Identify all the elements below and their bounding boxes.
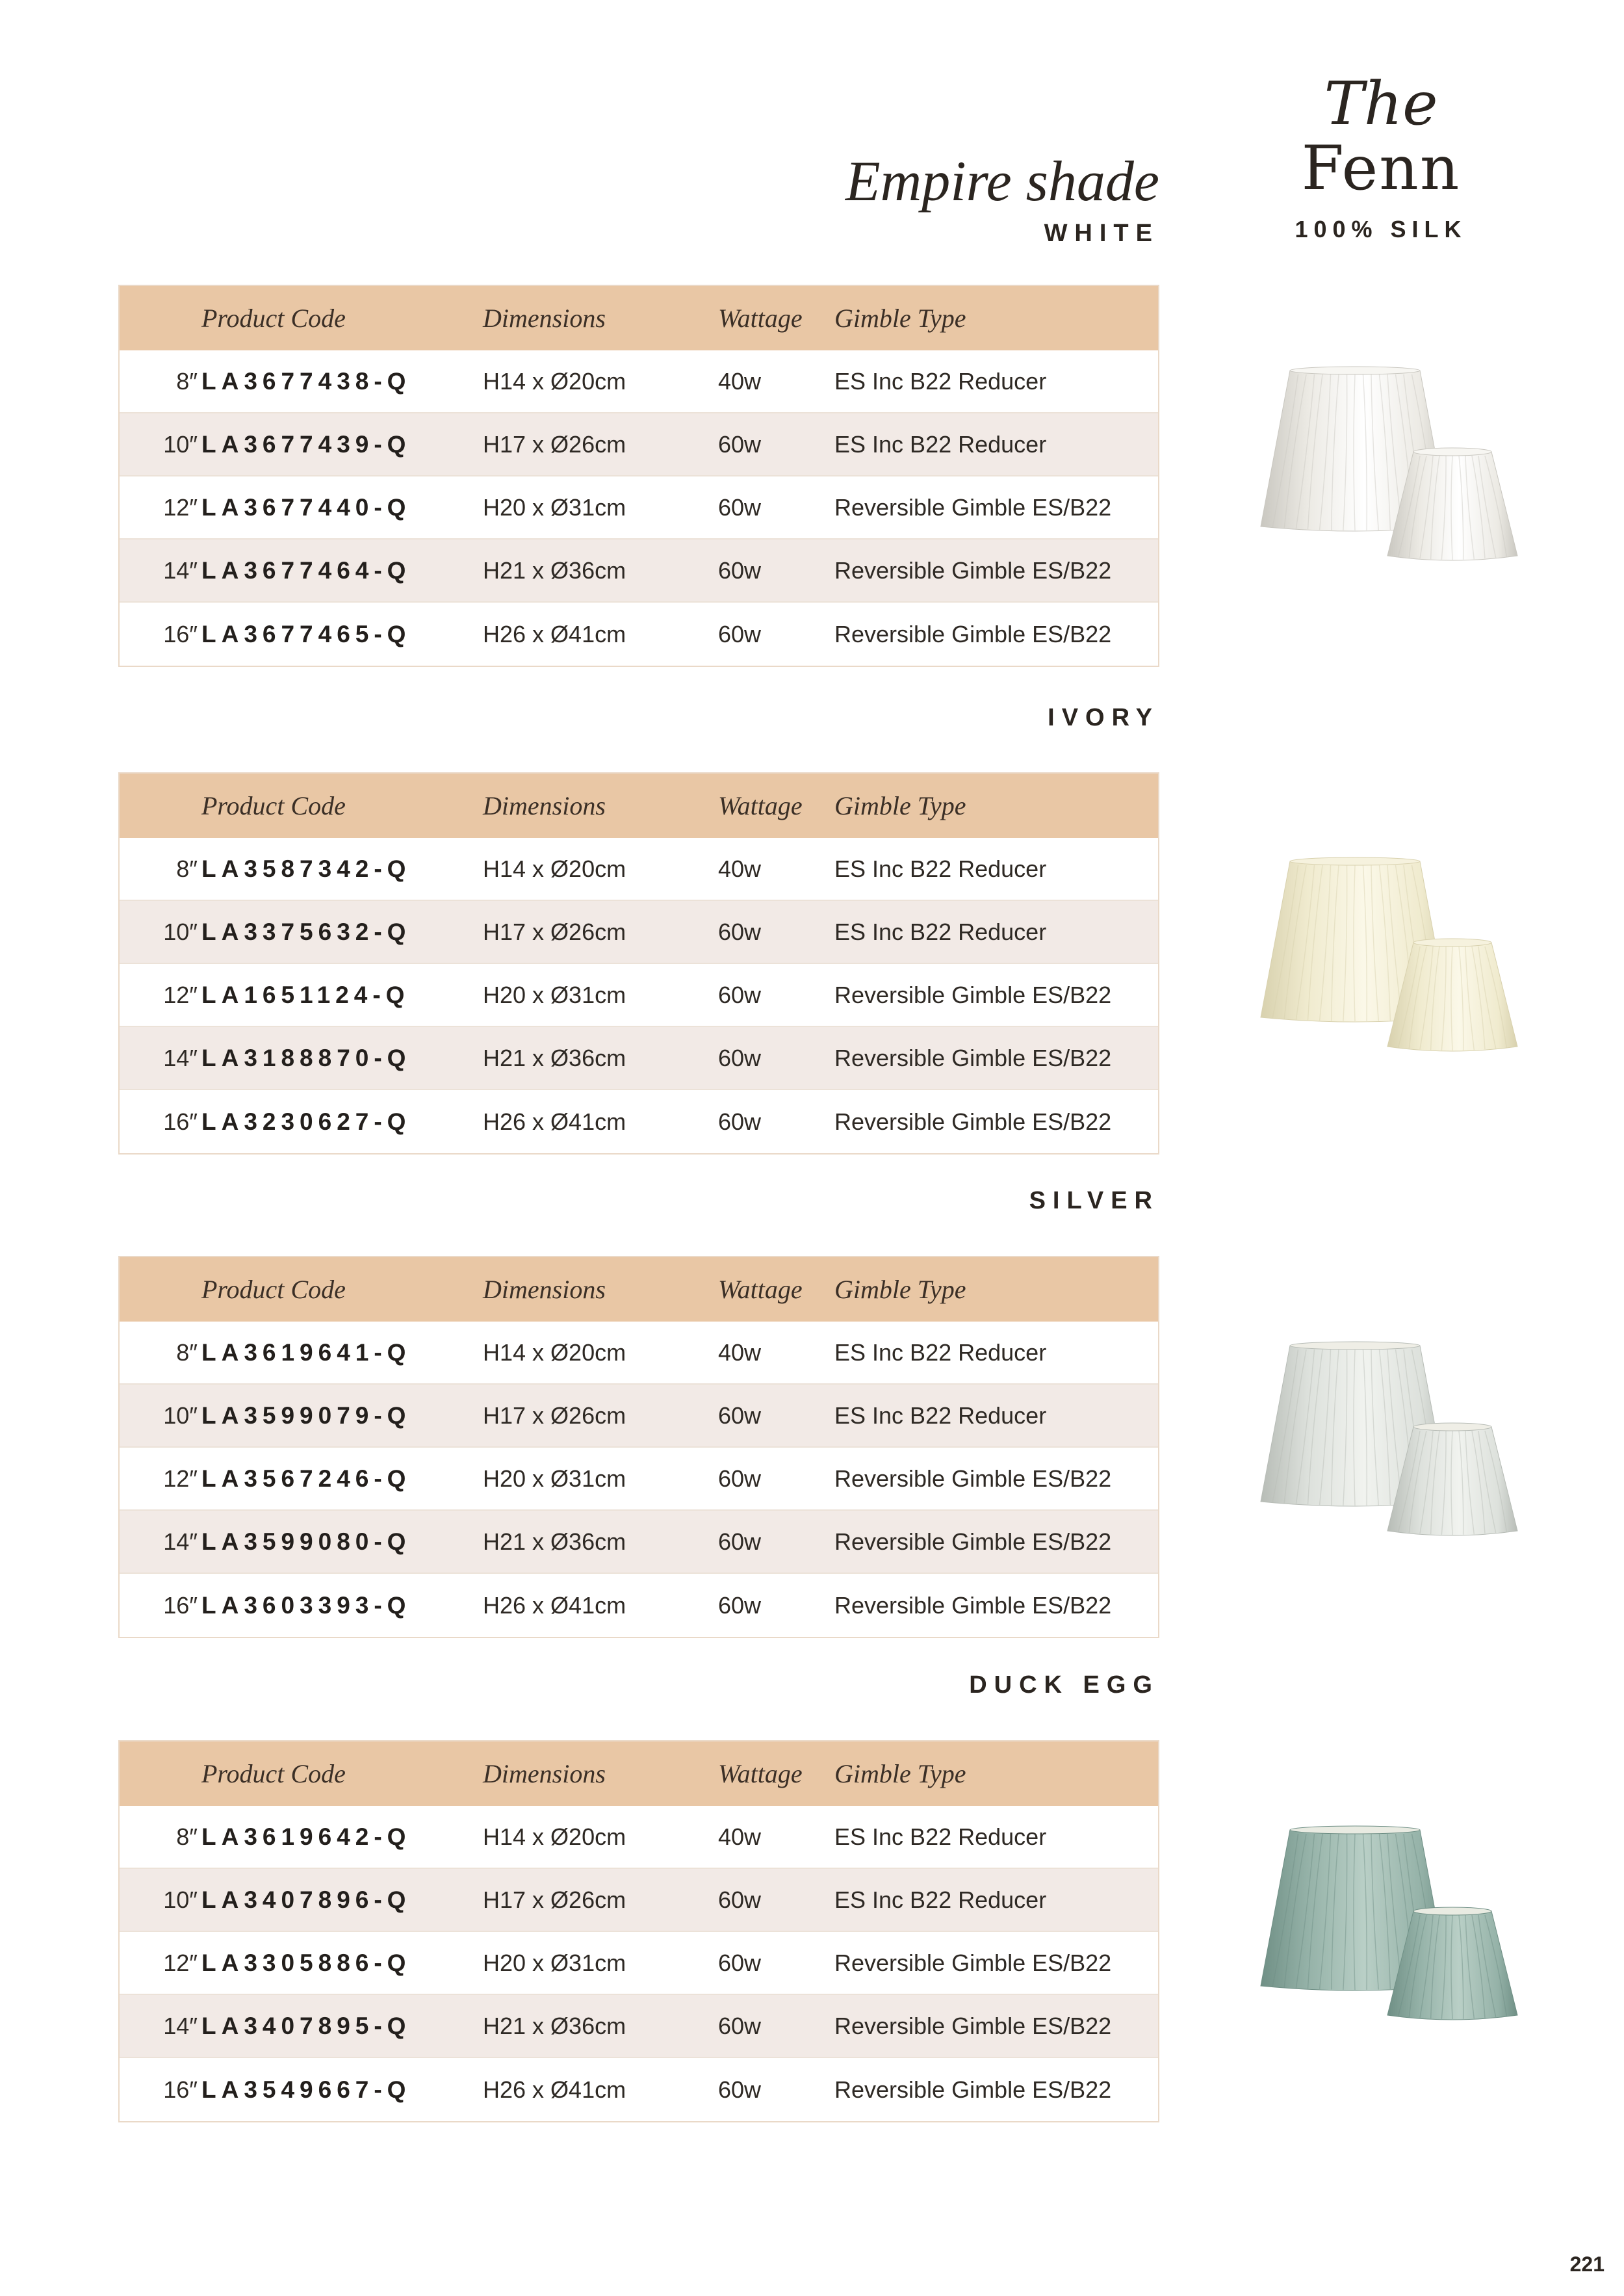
header-product-code: Product Code — [201, 304, 346, 333]
dimensions-cell: H21 x Ø36cm — [483, 2012, 626, 2039]
header-product-code: Product Code — [201, 791, 346, 820]
size-cell: 16″ — [163, 620, 198, 647]
size-cell: 12″ — [163, 1949, 198, 1976]
table-row — [120, 540, 1158, 603]
header-wattage: Wattage — [718, 1275, 803, 1304]
gimble-cell: ES Inc B22 Reducer — [834, 1338, 1047, 1366]
table-row — [120, 1385, 1158, 1448]
wattage-cell: 40w — [718, 855, 762, 882]
size-cell: 14″ — [163, 1044, 198, 1071]
size-cell: 12″ — [163, 493, 198, 521]
wattage-cell: 40w — [718, 1823, 762, 1850]
dimensions-cell: H14 x Ø20cm — [483, 1338, 626, 1366]
table-header-row — [120, 1257, 1158, 1322]
header-product-code: Product Code — [201, 1759, 346, 1788]
page-number: 221 — [1569, 2252, 1605, 2276]
table-header-row — [120, 286, 1158, 350]
product-code-cell: LA3677465-Q — [201, 620, 411, 647]
brand-block — [1293, 69, 1469, 243]
wattage-cell: 60w — [718, 1044, 762, 1071]
product-code-cell: LA3599079-Q — [201, 1402, 411, 1429]
brand-the: The — [1324, 69, 1438, 138]
product-code-cell: LA3603393-Q — [201, 1591, 411, 1619]
wattage-cell: 60w — [718, 493, 762, 521]
size-cell: 8″ — [176, 855, 198, 882]
gimble-cell: ES Inc B22 Reducer — [834, 367, 1047, 395]
brand-material: 100% SILK — [1295, 216, 1467, 242]
wattage-cell: 40w — [718, 1338, 762, 1366]
header-wattage: Wattage — [718, 791, 803, 820]
product-code-cell: LA3677439-Q — [201, 430, 411, 458]
wattage-cell: 60w — [718, 1465, 762, 1492]
wattage-cell: 60w — [718, 620, 762, 647]
size-cell: 14″ — [163, 556, 198, 584]
variant-label-silver: SILVER — [1029, 1187, 1159, 1214]
product-code-cell: LA3549667-Q — [201, 2076, 411, 2103]
dimensions-cell: H26 x Ø41cm — [483, 1591, 626, 1619]
size-cell: 14″ — [163, 1528, 198, 1555]
product-code-cell: LA3619641-Q — [201, 1338, 411, 1366]
header-dimensions: Dimensions — [483, 304, 606, 333]
wattage-cell: 60w — [718, 2012, 762, 2039]
product-title: Empire shade — [845, 150, 1159, 213]
wattage-cell: 60w — [718, 1886, 762, 1913]
variant-label-white: WHITE — [1044, 220, 1159, 247]
header-gimble-type: Gimble Type — [834, 304, 966, 333]
spec-table-silver — [118, 1256, 1159, 1638]
wattage-cell: 60w — [718, 1108, 762, 1135]
lampshade-image-ivory — [1257, 845, 1537, 1060]
wattage-cell: 60w — [718, 1591, 762, 1619]
variant-label-ivory: IVORY — [1048, 704, 1159, 731]
product-code-cell: LA3407895-Q — [201, 2012, 411, 2039]
table-row — [120, 2058, 1158, 2121]
gimble-cell: Reversible Gimble ES/B22 — [834, 981, 1112, 1008]
spec-table-white — [118, 285, 1159, 667]
size-cell: 16″ — [163, 1108, 198, 1135]
dimensions-cell: H14 x Ø20cm — [483, 1823, 626, 1850]
wattage-cell: 60w — [718, 2076, 762, 2103]
gimble-cell: ES Inc B22 Reducer — [834, 918, 1047, 945]
size-cell: 10″ — [163, 430, 198, 458]
table-row — [120, 1027, 1158, 1090]
product-code-cell: LA3677464-Q — [201, 556, 411, 584]
size-cell: 12″ — [163, 1465, 198, 1492]
dimensions-cell: H20 x Ø31cm — [483, 1949, 626, 1976]
table-row — [120, 603, 1158, 666]
product-code-cell: LA3677438-Q — [201, 367, 411, 395]
gimble-cell: Reversible Gimble ES/B22 — [834, 2076, 1112, 2103]
table-header-row — [120, 1742, 1158, 1806]
dimensions-cell: H17 x Ø26cm — [483, 918, 626, 945]
dimensions-cell: H26 x Ø41cm — [483, 620, 626, 647]
dimensions-cell: H26 x Ø41cm — [483, 2076, 626, 2103]
dimensions-cell: H20 x Ø31cm — [483, 493, 626, 521]
variant-label-duck-egg: DUCK EGG — [969, 1671, 1159, 1699]
wattage-cell: 60w — [718, 918, 762, 945]
gimble-cell: Reversible Gimble ES/B22 — [834, 1591, 1112, 1619]
brand-name: Fenn — [1301, 133, 1461, 204]
table-row — [120, 838, 1158, 901]
header-wattage: Wattage — [718, 304, 803, 333]
table-row — [120, 1995, 1158, 2058]
gimble-cell: Reversible Gimble ES/B22 — [834, 1465, 1112, 1492]
size-cell: 10″ — [163, 1402, 198, 1429]
gimble-cell: ES Inc B22 Reducer — [834, 430, 1047, 458]
spec-table-ivory — [118, 772, 1159, 1155]
wattage-cell: 40w — [718, 367, 762, 395]
product-code-cell: LA3230627-Q — [201, 1108, 411, 1135]
table-row — [120, 413, 1158, 476]
header-product-code: Product Code — [201, 1275, 346, 1304]
header-dimensions: Dimensions — [483, 1759, 606, 1788]
table-row — [120, 1322, 1158, 1385]
product-code-cell: LA3188870-Q — [201, 1044, 411, 1071]
size-cell: 10″ — [163, 1886, 198, 1913]
product-code-cell: LA3587342-Q — [201, 855, 411, 882]
wattage-cell: 60w — [718, 1402, 762, 1429]
dimensions-cell: H20 x Ø31cm — [483, 1465, 626, 1492]
size-cell: 10″ — [163, 918, 198, 945]
gimble-cell: Reversible Gimble ES/B22 — [834, 556, 1112, 584]
product-code-cell: LA3599080-Q — [201, 1528, 411, 1555]
product-code-cell: LA3375632-Q — [201, 918, 411, 945]
gimble-cell: ES Inc B22 Reducer — [834, 1823, 1047, 1850]
table-row — [120, 1806, 1158, 1869]
dimensions-cell: H14 x Ø20cm — [483, 367, 626, 395]
table-header-row — [120, 774, 1158, 838]
table-row — [120, 1932, 1158, 1995]
wattage-cell: 60w — [718, 556, 762, 584]
dimensions-cell: H21 x Ø36cm — [483, 1044, 626, 1071]
dimensions-cell: H17 x Ø26cm — [483, 1886, 626, 1913]
dimensions-cell: H14 x Ø20cm — [483, 855, 626, 882]
product-code-cell: LA3407896-Q — [201, 1886, 411, 1913]
table-row — [120, 964, 1158, 1027]
lampshade-image-duck-egg — [1257, 1814, 1537, 2028]
gimble-cell: Reversible Gimble ES/B22 — [834, 493, 1112, 521]
product-code-cell: LA3305886-Q — [201, 1949, 411, 1976]
size-cell: 8″ — [176, 1823, 198, 1850]
size-cell: 8″ — [176, 1338, 198, 1366]
product-code-cell: LA3677440-Q — [201, 493, 411, 521]
size-cell: 12″ — [163, 981, 198, 1008]
dimensions-cell: H21 x Ø36cm — [483, 1528, 626, 1555]
product-code-cell: LA1651124-Q — [201, 981, 410, 1008]
size-cell: 14″ — [163, 2012, 198, 2039]
header-dimensions: Dimensions — [483, 791, 606, 820]
table-row — [120, 1869, 1158, 1932]
size-cell: 8″ — [176, 367, 198, 395]
gimble-cell: Reversible Gimble ES/B22 — [834, 620, 1112, 647]
size-cell: 16″ — [163, 1591, 198, 1619]
table-row — [120, 901, 1158, 964]
product-title-block — [845, 146, 1159, 218]
wattage-cell: 60w — [718, 1528, 762, 1555]
dimensions-cell: H26 x Ø41cm — [483, 1108, 626, 1135]
gimble-cell: Reversible Gimble ES/B22 — [834, 1949, 1112, 1976]
wattage-cell: 60w — [718, 981, 762, 1008]
product-code-cell: LA3619642-Q — [201, 1823, 411, 1850]
size-cell: 16″ — [163, 2076, 198, 2103]
dimensions-cell: H17 x Ø26cm — [483, 430, 626, 458]
dimensions-cell: H20 x Ø31cm — [483, 981, 626, 1008]
header-wattage: Wattage — [718, 1759, 803, 1788]
dimensions-cell: H17 x Ø26cm — [483, 1402, 626, 1429]
table-row — [120, 1090, 1158, 1153]
product-code-cell: LA3567246-Q — [201, 1465, 411, 1492]
table-row — [120, 350, 1158, 413]
gimble-cell: Reversible Gimble ES/B22 — [834, 2012, 1112, 2039]
gimble-cell: ES Inc B22 Reducer — [834, 855, 1047, 882]
gimble-cell: Reversible Gimble ES/B22 — [834, 1528, 1112, 1555]
gimble-cell: ES Inc B22 Reducer — [834, 1886, 1047, 1913]
lampshade-image-silver — [1257, 1329, 1537, 1544]
table-row — [120, 1511, 1158, 1574]
gimble-cell: Reversible Gimble ES/B22 — [834, 1108, 1112, 1135]
dimensions-cell: H21 x Ø36cm — [483, 556, 626, 584]
table-row — [120, 1574, 1158, 1637]
header-gimble-type: Gimble Type — [834, 1759, 966, 1788]
table-row — [120, 476, 1158, 540]
gimble-cell: ES Inc B22 Reducer — [834, 1402, 1047, 1429]
wattage-cell: 60w — [718, 1949, 762, 1976]
table-row — [120, 1448, 1158, 1511]
spec-table-duck-egg — [118, 1740, 1159, 2122]
header-gimble-type: Gimble Type — [834, 791, 966, 820]
wattage-cell: 60w — [718, 430, 762, 458]
header-gimble-type: Gimble Type — [834, 1275, 966, 1304]
gimble-cell: Reversible Gimble ES/B22 — [834, 1044, 1112, 1071]
lampshade-image-white — [1257, 354, 1537, 569]
header-dimensions: Dimensions — [483, 1275, 606, 1304]
